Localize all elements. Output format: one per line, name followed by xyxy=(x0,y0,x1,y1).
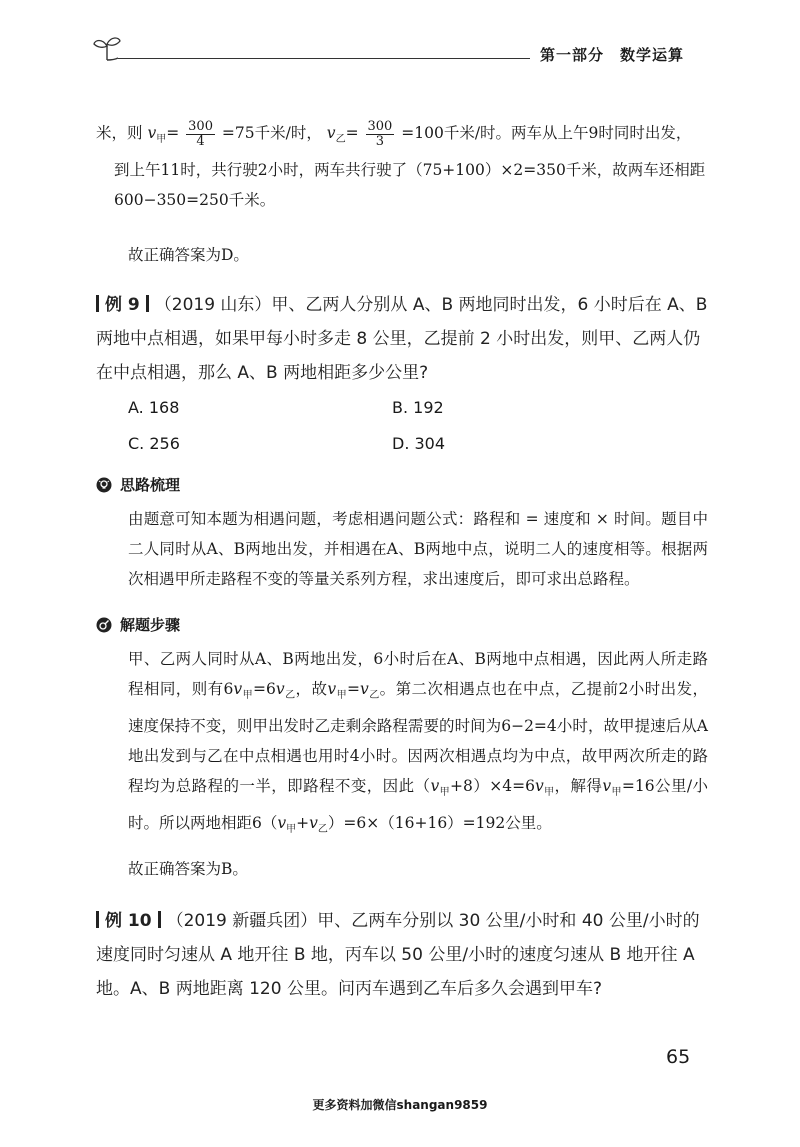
example-9 xyxy=(96,288,708,390)
bar-marker xyxy=(158,911,161,928)
section-title: 第一部分 数学运算 xyxy=(540,46,685,64)
solution-heading: 解题步骤 xyxy=(96,614,180,635)
example-10 xyxy=(96,904,708,1006)
footer-note: 更多资料加微信shangan9859 xyxy=(312,1098,488,1112)
fraction-300-3: $\frac{300}{3}$ xyxy=(367,118,393,149)
option-d: D. 304 xyxy=(392,434,446,453)
fraction-300-4: $\frac{300}{4}$ xyxy=(188,118,213,149)
bar-marker xyxy=(96,295,99,312)
analysis-text: 由题意可知本题为相遇问题，考虑相遇问题公式：路程和 = 速度和 × 时间。题目中二人同时从A、B两地出发，并相遇在A、B两地中点，说明二人的速度相等。根据两次相遇甲所走路程不变的等量关系列方程，求出速度后，即可求出总路程。 xyxy=(128,510,708,588)
answer-2: 故正确答案为B。 xyxy=(128,860,248,878)
bar-marker xyxy=(146,295,149,312)
option-a: A. 168 xyxy=(128,398,180,417)
example-10-text: （2019 新疆兵团）甲、乙两车分别以 30 公里/小时和 40 公里/小时的速度同时匀速从 A 地开往 B 地，丙车以 50 公里/小时的速度匀速从 B 地开往 A 地。A、B 两地距离 120 公里。问丙车遇到乙车后多久会遇到甲车? xyxy=(96,911,700,999)
solution-continuation xyxy=(96,118,708,215)
gear-pen-icon xyxy=(96,617,112,633)
option-c: C. 256 xyxy=(128,434,180,453)
analysis-heading: 思路梳理 xyxy=(96,474,180,495)
continuation-line-2: 到上午11时，共行驶2小时，两车共行驶了（75+100）×2=350千米，故两车还相距 xyxy=(114,161,706,180)
continuation-line-1: 米，则 $v_甲=$ $\frac{300}{4}$ =75千米/时， $v_乙=$ $\frac{300}{3}$ =100千米/时。两车从上午9时同时出发， xyxy=(96,118,692,149)
example-9-label: 例 9 xyxy=(105,295,140,315)
example-9-text: （2019 山东）甲、乙两人分别从 A、B 两地同时出发，6 小时后在 A、B 两地中点相遇，如果甲每小时多走 8 公里，乙提前 2 小时出发，则甲、乙两人仍在中点相遇，那么 A、B 两地相距多少公里? xyxy=(96,295,708,383)
example-10-label: 例 10 xyxy=(105,911,152,931)
answer-1: 故正确答案为D。 xyxy=(128,246,249,264)
bar-marker xyxy=(96,911,99,928)
solution-text: 甲、乙两人同时从A、B两地出发，6小时后在A、B两地中点相遇，因此两人所走路程相同，则有$6v_甲=6v_乙$，故$v_甲=v_乙$。第二次相遇点也在中点，乙提前2小时出发，速度保持不变，则甲出发时乙走剩余路程需要的时间为6−2=4小时，故甲提速后从A地出发到与乙在中点相遇也用时4小时。因两次相遇点均为中点，故甲两次所走的路程均为总路程的一半，即路程不变，因此$(v_甲+8)\times 4=6v_甲$，解得$v_甲=16$公里/小时。所以两地相距$6(v_甲+v_乙)=6\times(16+16)=192$公里。 xyxy=(128,650,709,836)
page-number: 65 xyxy=(666,1046,691,1068)
continuation-line-3: 600−350=250千米。 xyxy=(114,191,276,210)
option-b: B. 192 xyxy=(392,398,444,417)
lightbulb-icon xyxy=(96,477,112,493)
header-rule xyxy=(118,58,530,59)
